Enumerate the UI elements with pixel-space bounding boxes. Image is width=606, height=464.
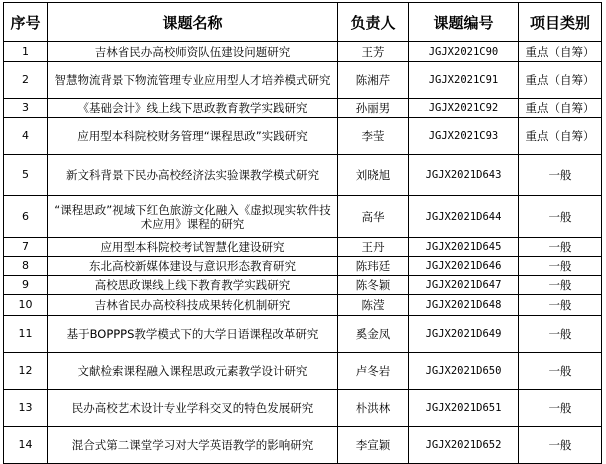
table-row xyxy=(4,295,602,316)
table-row xyxy=(4,99,602,118)
table-row xyxy=(4,118,602,155)
cell-no: 1 xyxy=(4,42,48,62)
cell-code: JGJX2021D650 xyxy=(409,353,519,390)
header-code: 课题编号 xyxy=(409,3,519,42)
cell-title: 吉林省民办高校科技成果转化机制研究 xyxy=(48,295,338,316)
cell-type: 重点（自筹） xyxy=(519,42,602,62)
cell-no: 3 xyxy=(4,99,48,118)
cell-code: JGJX2021D646 xyxy=(409,257,519,276)
cell-no: 13 xyxy=(4,390,48,427)
cell-type: 一般 xyxy=(519,295,602,316)
cell-type: 一般 xyxy=(519,276,602,295)
cell-code: JGJX2021D652 xyxy=(409,427,519,464)
cell-code: JGJX2021D651 xyxy=(409,390,519,427)
table-row xyxy=(4,257,602,276)
cell-title: 高校思政课线上线下教育教学实践研究 xyxy=(48,276,338,295)
cell-owner: 刘晓旭 xyxy=(338,155,409,196)
table-row xyxy=(4,196,602,238)
table-row xyxy=(4,353,602,390)
cell-type: 一般 xyxy=(519,390,602,427)
cell-owner: 奚金凤 xyxy=(338,316,409,353)
cell-owner: 陈湘芹 xyxy=(338,62,409,99)
cell-code: JGJX2021C92 xyxy=(409,99,519,118)
table-row xyxy=(4,62,602,99)
cell-title: 新文科背景下民办高校经济法实验课教学模式研究 xyxy=(48,155,338,196)
cell-no: 12 xyxy=(4,353,48,390)
cell-type: 一般 xyxy=(519,196,602,238)
cell-type: 重点（自筹） xyxy=(519,118,602,155)
table-header-row xyxy=(4,3,602,42)
cell-owner: 李莹 xyxy=(338,118,409,155)
cell-no: 9 xyxy=(4,276,48,295)
cell-title: 应用型本科院校考试智慧化建设研究 xyxy=(48,238,338,257)
cell-code: JGJX2021C91 xyxy=(409,62,519,99)
cell-no: 5 xyxy=(4,155,48,196)
cell-title: 东北高校新媒体建设与意识形态教育研究 xyxy=(48,257,338,276)
cell-code: JGJX2021D649 xyxy=(409,316,519,353)
cell-no: 10 xyxy=(4,295,48,316)
cell-title: 民办高校艺术设计专业学科交叉的特色发展研究 xyxy=(48,390,338,427)
cell-title: 文献检索课程融入课程思政元素教学设计研究 xyxy=(48,353,338,390)
cell-no: 2 xyxy=(4,62,48,99)
cell-title: 《基础会计》线上线下思政教育教学实践研究 xyxy=(48,99,338,118)
cell-code: JGJX2021D647 xyxy=(409,276,519,295)
table-row xyxy=(4,427,602,464)
cell-code: JGJX2021D644 xyxy=(409,196,519,238)
cell-owner: 王芳 xyxy=(338,42,409,62)
cell-code: JGJX2021C90 xyxy=(409,42,519,62)
table-row xyxy=(4,276,602,295)
header-type: 项目类别 xyxy=(519,3,602,42)
cell-title: 混合式第二课堂学习对大学英语教学的影响研究 xyxy=(48,427,338,464)
cell-code: JGJX2021D645 xyxy=(409,238,519,257)
cell-no: 6 xyxy=(4,196,48,238)
cell-type: 一般 xyxy=(519,257,602,276)
cell-no: 7 xyxy=(4,238,48,257)
cell-type: 一般 xyxy=(519,155,602,196)
table-row xyxy=(4,238,602,257)
cell-code: JGJX2021D648 xyxy=(409,295,519,316)
cell-type: 重点（自筹） xyxy=(519,99,602,118)
cell-owner: 陈滢 xyxy=(338,295,409,316)
cell-type: 一般 xyxy=(519,238,602,257)
cell-owner: 高华 xyxy=(338,196,409,238)
header-owner: 负责人 xyxy=(338,3,409,42)
cell-no: 14 xyxy=(4,427,48,464)
cell-owner: 卢冬岩 xyxy=(338,353,409,390)
header-title: 课题名称 xyxy=(48,3,338,42)
cell-owner: 陈冬颖 xyxy=(338,276,409,295)
table-row xyxy=(4,155,602,196)
cell-no: 4 xyxy=(4,118,48,155)
cell-title: 应用型本科院校财务管理“课程思政”实践研究 xyxy=(48,118,338,155)
table-row xyxy=(4,42,602,62)
table-row xyxy=(4,316,602,353)
cell-type: 一般 xyxy=(519,353,602,390)
cell-type: 一般 xyxy=(519,427,602,464)
cell-title: 基于BOPPPS教学模式下的大学日语课程改革研究 xyxy=(48,316,338,353)
cell-title: “课程思政”视域下红色旅游文化融入《虚拟现实软件技术应用》课程的研究 xyxy=(48,196,338,238)
cell-type: 重点（自筹） xyxy=(519,62,602,99)
cell-title: 吉林省民办高校师资队伍建设问题研究 xyxy=(48,42,338,62)
project-table xyxy=(3,2,602,464)
cell-owner: 陈玮廷 xyxy=(338,257,409,276)
cell-owner: 孙丽男 xyxy=(338,99,409,118)
cell-no: 11 xyxy=(4,316,48,353)
cell-owner: 王丹 xyxy=(338,238,409,257)
header-no: 序号 xyxy=(4,3,48,42)
cell-no: 8 xyxy=(4,257,48,276)
cell-owner: 朴洪林 xyxy=(338,390,409,427)
table-row xyxy=(4,390,602,427)
cell-type: 一般 xyxy=(519,316,602,353)
cell-code: JGJX2021C93 xyxy=(409,118,519,155)
cell-title: 智慧物流背景下物流管理专业应用型人才培养模式研究 xyxy=(48,62,338,99)
cell-code: JGJX2021D643 xyxy=(409,155,519,196)
cell-owner: 李宣颖 xyxy=(338,427,409,464)
